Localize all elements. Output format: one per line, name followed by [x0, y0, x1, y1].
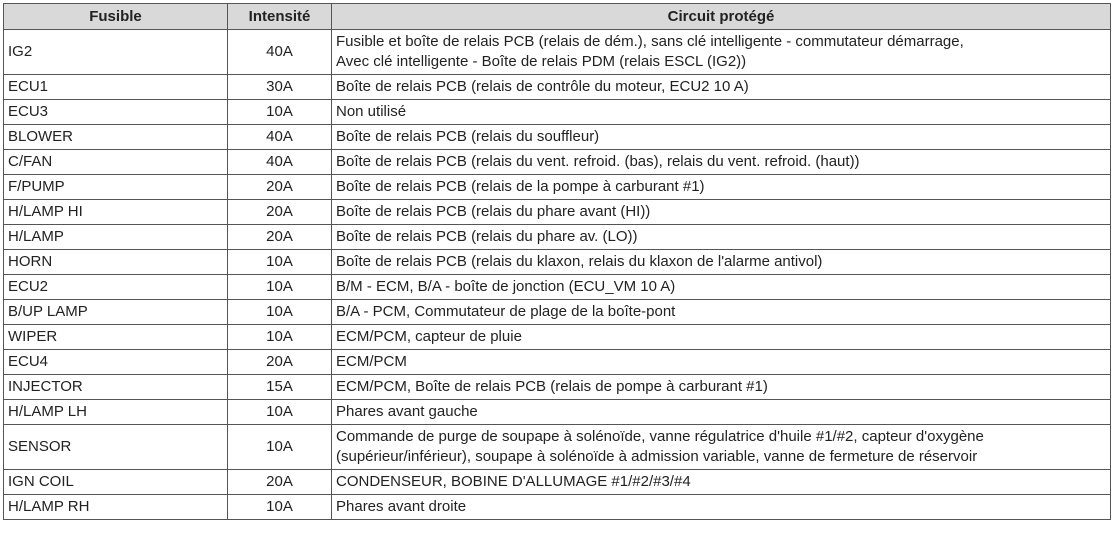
fuse-name-cell: SENSOR — [4, 425, 228, 470]
circuit-text-line: Boîte de relais PCB (relais du klaxon, relais du klaxon de l'alarme antivol) — [336, 253, 823, 270]
table-row — [4, 250, 1111, 275]
table-row — [4, 75, 1111, 100]
circuit-cell — [332, 400, 1111, 425]
fuse-name-cell: H/LAMP LH — [4, 400, 228, 425]
circuit-text-line: B/A - PCM, Commutateur de plage de la boîte-pont — [336, 303, 676, 320]
circuit-cell — [332, 275, 1111, 300]
amperage-cell: 20A — [228, 225, 332, 250]
fuse-name-cell: WIPER — [4, 325, 228, 350]
circuit-cell — [332, 425, 1111, 470]
header-circuit: Circuit protégé — [332, 4, 1111, 30]
circuit-text-line: Boîte de relais PCB (relais du phare avant (HI)) — [336, 203, 651, 220]
amperage-cell: 20A — [228, 200, 332, 225]
table-row — [4, 400, 1111, 425]
amperage-cell: 10A — [228, 400, 332, 425]
fuse-name-cell: C/FAN — [4, 150, 228, 175]
table-row — [4, 425, 1111, 470]
table-row — [4, 225, 1111, 250]
circuit-text-line: CONDENSEUR, BOBINE D'ALLUMAGE #1/#2/#3/#4 — [336, 473, 691, 490]
circuit-text-line: Non utilisé — [336, 103, 407, 120]
circuit-text-line: Phares avant gauche — [336, 403, 478, 420]
circuit-cell — [332, 325, 1111, 350]
amperage-cell: 40A — [228, 150, 332, 175]
fuse-name-cell: B/UP LAMP — [4, 300, 228, 325]
fuse-name-cell: IG2 — [4, 30, 228, 75]
table-row — [4, 275, 1111, 300]
circuit-text-line: Boîte de relais PCB (relais du souffleur) — [336, 128, 600, 145]
circuit-cell — [332, 300, 1111, 325]
table-row — [4, 175, 1111, 200]
circuit-cell — [332, 75, 1111, 100]
fuse-name-cell: H/LAMP RH — [4, 495, 228, 520]
circuit-text-line: ECM/PCM — [336, 353, 407, 370]
circuit-text-line: ECM/PCM, Boîte de relais PCB (relais de pompe à carburant #1) — [336, 378, 768, 395]
circuit-text-line: Boîte de relais PCB (relais du phare av. (LO)) — [336, 228, 638, 245]
fuse-name-cell: ECU4 — [4, 350, 228, 375]
amperage-cell: 30A — [228, 75, 332, 100]
amperage-cell: 20A — [228, 350, 332, 375]
table-row — [4, 325, 1111, 350]
circuit-cell — [332, 30, 1111, 75]
amperage-cell: 10A — [228, 300, 332, 325]
fuse-name-cell: BLOWER — [4, 125, 228, 150]
circuit-cell — [332, 150, 1111, 175]
header-amperage: Intensité — [228, 4, 332, 30]
table-body — [4, 30, 1111, 520]
circuit-text-line: ECM/PCM, capteur de pluie — [336, 328, 522, 345]
amperage-cell: 10A — [228, 325, 332, 350]
circuit-text-line: Boîte de relais PCB (relais du vent. refroid. (bas), relais du vent. refroid. (haut)) — [336, 153, 860, 170]
table-header — [4, 4, 1111, 30]
fuse-table — [3, 3, 1111, 520]
fuse-name-cell: H/LAMP — [4, 225, 228, 250]
circuit-text-line: Avec clé intelligente - Boîte de relais PDM (relais ESCL (IG2)) — [336, 53, 747, 70]
circuit-text-line: Boîte de relais PCB (relais de contrôle du moteur, ECU2 10 A) — [336, 78, 749, 95]
fuse-name-cell: H/LAMP HI — [4, 200, 228, 225]
circuit-text-line: Fusible et boîte de relais PCB (relais de dém.), sans clé intelligente - commutateur démarrage, — [336, 33, 964, 50]
fuse-name-cell: HORN — [4, 250, 228, 275]
table-row — [4, 150, 1111, 175]
circuit-cell — [332, 350, 1111, 375]
table-row — [4, 200, 1111, 225]
fuse-name-cell: ECU3 — [4, 100, 228, 125]
amperage-cell: 10A — [228, 250, 332, 275]
amperage-cell: 20A — [228, 470, 332, 495]
table-row — [4, 495, 1111, 520]
circuit-text-line: Commande de purge de soupape à solénoïde, vanne régulatrice d'huile #1/#2, capteur d'oxygène — [336, 428, 984, 445]
amperage-cell: 10A — [228, 100, 332, 125]
circuit-cell — [332, 125, 1111, 150]
circuit-cell — [332, 250, 1111, 275]
circuit-cell — [332, 375, 1111, 400]
fuse-name-cell: F/PUMP — [4, 175, 228, 200]
circuit-cell — [332, 225, 1111, 250]
fuse-name-cell: IGN COIL — [4, 470, 228, 495]
table-row — [4, 100, 1111, 125]
table-row — [4, 125, 1111, 150]
amperage-cell: 40A — [228, 125, 332, 150]
header-fuse: Fusible — [4, 4, 228, 30]
circuit-cell — [332, 200, 1111, 225]
amperage-cell: 10A — [228, 425, 332, 470]
header-row — [4, 4, 1111, 30]
circuit-cell — [332, 175, 1111, 200]
circuit-text-line: (supérieur/inférieur), soupape à solénoïde à admission variable, vanne de fermeture de réservoir — [336, 448, 978, 465]
amperage-cell: 10A — [228, 495, 332, 520]
fuse-name-cell: INJECTOR — [4, 375, 228, 400]
circuit-cell — [332, 100, 1111, 125]
fuse-name-cell: ECU1 — [4, 75, 228, 100]
table-row — [4, 375, 1111, 400]
circuit-text-line: Boîte de relais PCB (relais de la pompe à carburant #1) — [336, 178, 705, 195]
circuit-text-line: Phares avant droite — [336, 498, 467, 515]
table-row — [4, 300, 1111, 325]
fuse-name-cell: ECU2 — [4, 275, 228, 300]
amperage-cell: 10A — [228, 275, 332, 300]
circuit-cell — [332, 470, 1111, 495]
amperage-cell: 15A — [228, 375, 332, 400]
circuit-cell — [332, 495, 1111, 520]
table-row — [4, 470, 1111, 495]
table-row — [4, 30, 1111, 75]
circuit-text-line: B/M - ECM, B/A - boîte de jonction (ECU_VM 10 A) — [336, 278, 676, 295]
amperage-cell: 40A — [228, 30, 332, 75]
table-row — [4, 350, 1111, 375]
amperage-cell: 20A — [228, 175, 332, 200]
